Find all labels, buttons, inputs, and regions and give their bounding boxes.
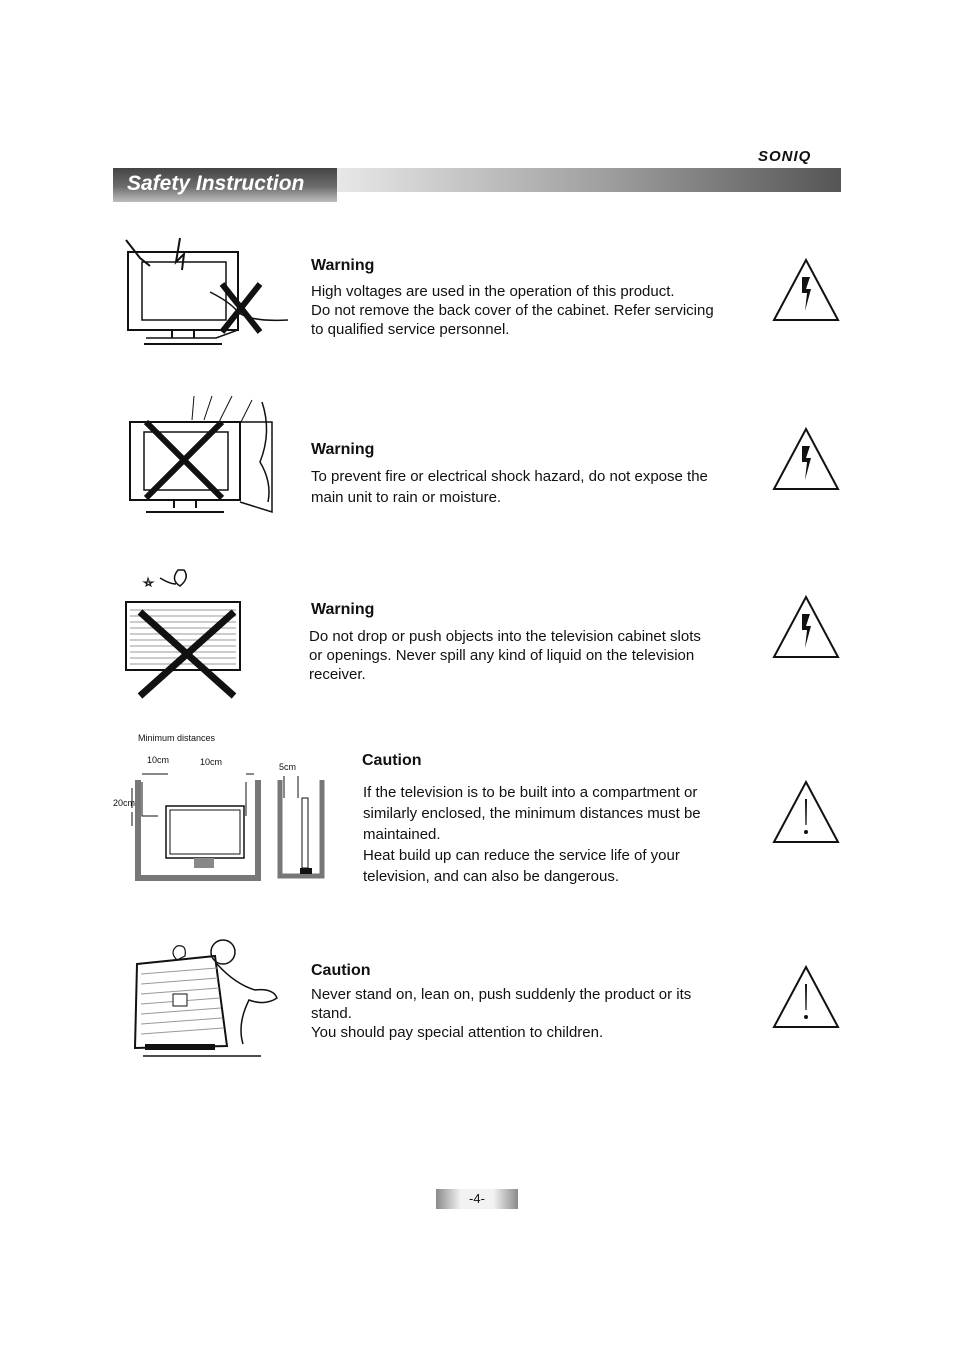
caution-text-1: If the television is to be built into a compartment or similarly enclosed, the minimum distances must be maintained. Heat build up can reduce the service life of your television, and can also be dangerous. <box>363 784 701 885</box>
lightning-warning-icon <box>771 426 841 492</box>
distance-label-top-left: 10cm <box>147 755 170 765</box>
caution-text-2: Never stand on, lean on, push suddenly the product or its stand. You should pay special attention to children. <box>311 986 692 1041</box>
distance-label-left: 20cm <box>113 798 136 808</box>
caution-heading-2: Caution <box>311 962 371 979</box>
warning-heading-2: Warning <box>311 441 375 458</box>
minimum-distances-diagram <box>128 768 328 883</box>
exclamation-caution-icon <box>771 964 841 1030</box>
caution-heading-1: Caution <box>362 752 422 769</box>
tv-objects-liquid-illustration <box>120 564 250 699</box>
warning-heading-3: Warning <box>311 601 375 618</box>
tv-rain-moisture-illustration <box>122 392 302 527</box>
exclamation-caution-icon <box>771 779 841 845</box>
warning-text-3: Do not drop or push objects into the television cabinet slots or openings. Never spill any kind of liquid on the television receiver. <box>309 628 701 683</box>
child-leaning-on-tv-illustration <box>125 934 285 1059</box>
diagram-title: Minimum distances <box>138 733 216 743</box>
lightning-warning-icon <box>771 257 841 323</box>
warning-text-1: High voltages are used in the operation of this product. Do not remove the back cover of the cabinet. Refer servicing to qualified service personnel. <box>311 283 714 338</box>
warning-heading-1: Warning <box>311 257 375 274</box>
lightning-warning-icon <box>771 594 841 660</box>
warning-text-2: To prevent fire or electrical shock hazard, do not expose the main unit to rain or moisture. <box>311 468 708 506</box>
section-title: Safety Instruction <box>127 172 305 195</box>
brand-logo: SONIQ <box>758 148 812 165</box>
distance-label-top-right: 10cm <box>200 757 223 767</box>
distance-label-side: 5cm <box>279 762 297 772</box>
tv-back-cover-illustration <box>120 232 300 352</box>
page-number: -4- <box>436 1189 518 1209</box>
